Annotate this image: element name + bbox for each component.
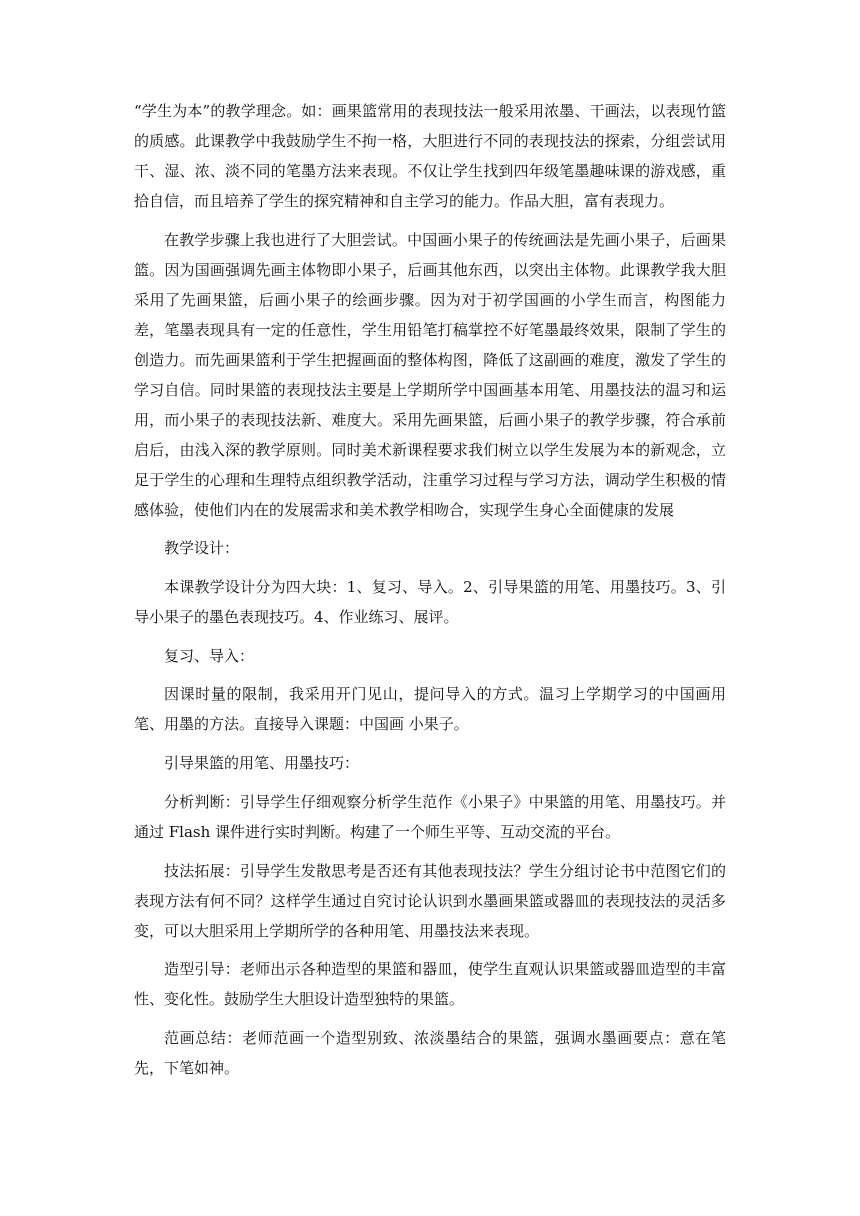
paragraph-demo-summary: 范画总结：老师范画一个造型别致、浓淡墨结合的果篮，强调水墨画要点：意在笔先，下笔如神。 — [134, 1028, 726, 1077]
paragraph-technique-expansion: 技法拓展：引导学生发散思考是否还有其他表现技法？学生分组讨论书中范图它们的表现方法有何不同？这样学生通过自究讨论认识到水墨画果篮或器皿的表现技法的灵活多变，可以大胆采用上学期所学的各种用笔、用墨技法来表现。 — [134, 861, 726, 940]
heading-basket-technique: 引导果篮的用笔、用墨技巧： — [164, 754, 360, 773]
paragraph-analysis-judgment: 分析判断：引导学生仔细观察分析学生范作《小果子》中果篮的用笔、用墨技巧。并通过 Flash 课件进行实时判断。构建了一个师生平等、互动交流的平台。 — [134, 792, 726, 841]
document-body — [134, 96, 726, 1092]
paragraph-review-introduction: 因课时量的限制，我采用开门见山，提问导入的方式。温习上学期学习的中国画用笔、用墨的方法。直接导入课题：中国画 小果子。 — [134, 685, 726, 734]
paragraph-teaching-concept: “学生为本”的教学理念。如：画果篮常用的表现技法一般采用浓墨、干画法，以表现竹篮的质感。此课教学中我鼓励学生不拘一格，大胆进行不同的表现技法的探索，分组尝试用干、湿、浓、淡不同的笔墨方法来表现。不仅让学生找到四年级笔墨趣味课的游戏感，重拾自信，而且培养了学生的探究精神和自主学习的能力。作品大胆，富有表现力。 — [134, 102, 726, 210]
paragraph-shape-guidance: 造型引导：老师出示各种造型的果篮和器皿，使学生直观认识果篮或器皿造型的丰富性、变化性。鼓励学生大胆设计造型独特的果篮。 — [134, 960, 726, 1009]
paragraph-teaching-steps: 在教学步骤上我也进行了大胆尝试。中国画小果子的传统画法是先画小果子，后画果篮。因为国画强调先画主体物即小果子，后画其他东西，以突出主体物。此课教学我大胆采用了先画果篮，后画小果子的绘画步骤。因为对于初学国画的小学生而言，构图能力差，笔墨表现具有一定的任意性，学生用铅笔打稿掌控不好笔墨最终效果，限制了学生的创造力。而先画果篮利于学生把握画面的整体构图，降低了这副画的难度，激发了学生的学习自信。同时果篮的表现技法主要是上学期所学中国画基本用笔、用墨技法的温习和运用，而小果子的表现技法新、难度大。采用先画果篮，后画小果子的教学步骤，符合承前启后，由浅入深的教学原则。同时美术新课程要求我们树立以学生发展为本的新观念，立足于学生的心理和生理特点组织教学活动，注重学习过程与学习方法，调动学生积极的情感体验，使他们内在的发展需求和美术教学相吻合，实现学生身心全面健康的发展 — [134, 230, 726, 519]
heading-review-introduction: 复习、导入： — [164, 646, 255, 665]
paragraph-design-overview: 本课教学设计分为四大块：1、复习、导入。2、引导果篮的用笔、用墨技巧。3、引导小果子的墨色表现技巧。4、作业练习、展评。 — [134, 578, 726, 627]
heading-teaching-design: 教学设计： — [164, 539, 240, 558]
